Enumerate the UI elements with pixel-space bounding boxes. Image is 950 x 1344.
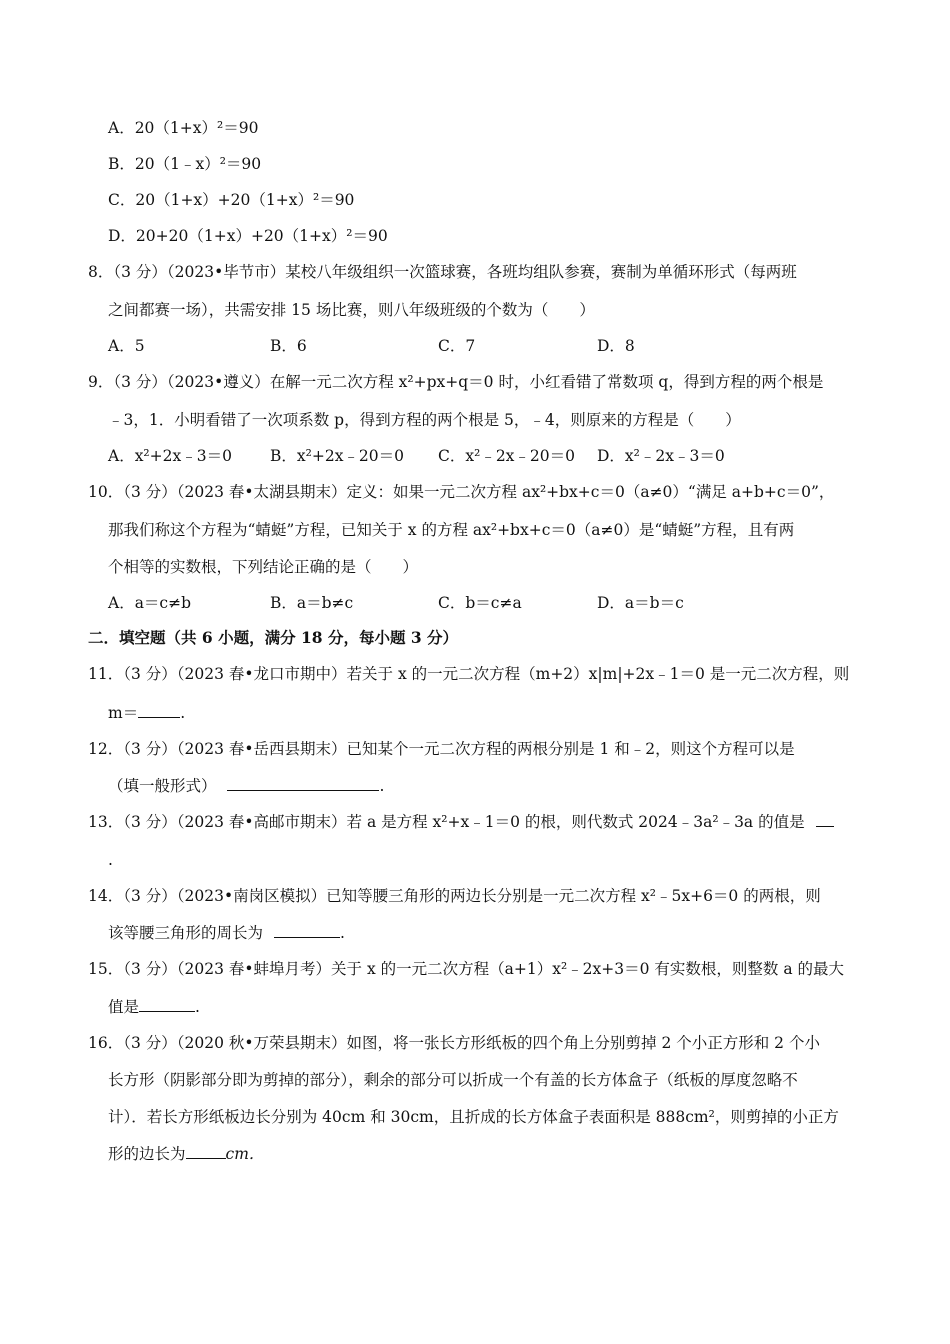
q7-option-d: D．20+20（1+x）+20（1+x）²＝90 (108, 227, 388, 245)
q8-stem-line1: 8．（3 分）（2023•毕节市）某校八年级组织一次篮球赛，各班均组队参赛，赛制为单循环形式（每两班 (88, 263, 797, 281)
q10-option-d: D．a＝b＝c (597, 594, 684, 612)
q9-option-b: B．x²+2x﹣20＝0 (270, 447, 405, 465)
q11-answer-blank[interactable] (138, 703, 180, 718)
q13-stem-line2: . (108, 851, 113, 869)
q9-option-d: D．x²﹣2x﹣3＝0 (597, 447, 725, 465)
q15-stem-line1: 15．（3 分）（2023 春•蚌埠月考）关于 x 的一元二次方程（a+1）x²﹣2x+3＝0 有实数根，则整数 a 的最大 (88, 960, 845, 978)
q7-option-a: A．20（1+x）²＝90 (108, 119, 259, 137)
q10-stem-line2: 那我们称这个方程为“蜻蜓”方程，已知关于 x 的方程 ax²+bx+c＝0（a≠0）是“蜻蜓”方程，且有两 (108, 521, 795, 539)
q16-unit: cm． (225, 1145, 265, 1163)
q14-answer-blank[interactable] (274, 923, 340, 938)
q10-option-c: C．b＝c≠a (438, 594, 522, 612)
q14-prefix: 该等腰三角形的周长为 (108, 924, 264, 942)
q16-stem-line2: 长方形（阴影部分即为剪掉的部分），剩余的部分可以折成一个有盖的长方体盒子（纸板的厚度忽略不 (108, 1071, 798, 1089)
q15-answer-blank[interactable] (139, 997, 195, 1012)
q11-period: . (180, 704, 186, 722)
q14-stem-line1: 14．（3 分）（2023•南岗区模拟）已知等腰三角形的两边长分别是一元二次方程 x²﹣5x+6＝0 的两根，则 (88, 887, 821, 905)
q7-option-b: B．20（1﹣x）²＝90 (108, 155, 262, 173)
q15-prefix: 值是 (108, 998, 140, 1016)
q10-option-b: B．a＝b≠c (270, 594, 354, 612)
q14-stem-line2 (108, 923, 345, 943)
q8-option-a: A．5 (108, 337, 145, 355)
q9-stem-line2: ﹣3，1．小明看错了一次项系数 p，得到方程的两个根是 5，﹣4，则原来的方程是（ ） (108, 411, 741, 429)
q13-text: 13．（3 分）（2023 春•高邮市期末）若 a 是方程 x²+x﹣1＝0 的根，则代数式 2024﹣3a²﹣3a 的值是 (88, 813, 805, 831)
q7-option-c: C．20（1+x）+20（1+x）²＝90 (108, 191, 355, 209)
q16-prefix: 形的边长为 (108, 1145, 186, 1163)
q11-prefix: m＝ (108, 704, 139, 722)
q15-period: . (195, 998, 200, 1016)
q8-option-d: D．8 (597, 337, 635, 355)
q13-answer-blank[interactable] (816, 812, 834, 827)
section-2-heading: 二．填空题（共 6 小题，满分 18 分，每小题 3 分） (88, 628, 459, 647)
q10-option-a: A．a＝c≠b (108, 594, 192, 612)
q10-stem-line3: 个相等的实数根，下列结论正确的是（ ） (108, 558, 419, 576)
q11-stem-line2 (108, 703, 185, 723)
q8-option-b: B．6 (270, 337, 307, 355)
q13-stem-line1 (88, 812, 834, 832)
q16-stem-line1: 16．（3 分）（2020 秋•万荣县期末）如图，将一张长方形纸板的四个角上分别剪掉 2 个小正方形和 2 个小 (88, 1034, 820, 1052)
q12-answer-blank[interactable] (227, 776, 379, 791)
q12-stem-line2 (108, 776, 384, 796)
q15-stem-line2 (108, 997, 200, 1017)
q12-stem-line1: 12．（3 分）（2023 春•岳西县期末）已知某个一元二次方程的两根分别是 1 和﹣2，则这个方程可以是 (88, 740, 795, 758)
q8-stem-line2: 之间都赛一场），共需安排 15 场比赛，则八年级班级的个数为（ ） (108, 301, 595, 319)
q9-option-a: A．x²+2x﹣3＝0 (108, 447, 232, 465)
q12-prefix: （填一般形式） (108, 777, 217, 795)
q16-stem-line4 (108, 1144, 264, 1164)
q11-stem-line1: 11．（3 分）（2023 春•龙口市期中）若关于 x 的一元二次方程（m+2）x|m|+2x﹣1＝0 是一元二次方程，则 (88, 665, 850, 683)
q10-stem-line1: 10．（3 分）（2023 春•太湖县期末）定义：如果一元二次方程 ax²+bx+c＝0（a≠0）“满足 a+b+c＝0”， (88, 483, 835, 501)
q16-stem-line3: 计）．若长方形纸板边长分别为 40cm 和 30cm，且折成的长方体盒子表面积是 888cm²，则剪掉的小正方 (108, 1108, 839, 1126)
q12-period: . (379, 777, 385, 795)
q8-option-c: C．7 (438, 337, 476, 355)
q16-answer-blank[interactable] (186, 1144, 226, 1159)
q9-option-c: C．x²﹣2x﹣20＝0 (438, 447, 576, 465)
q14-period: . (339, 924, 345, 942)
q9-stem-line1: 9．（3 分）（2023•遵义）在解一元二次方程 x²+px+q＝0 时，小红看错了常数项 q，得到方程的两个根是 (88, 373, 824, 391)
